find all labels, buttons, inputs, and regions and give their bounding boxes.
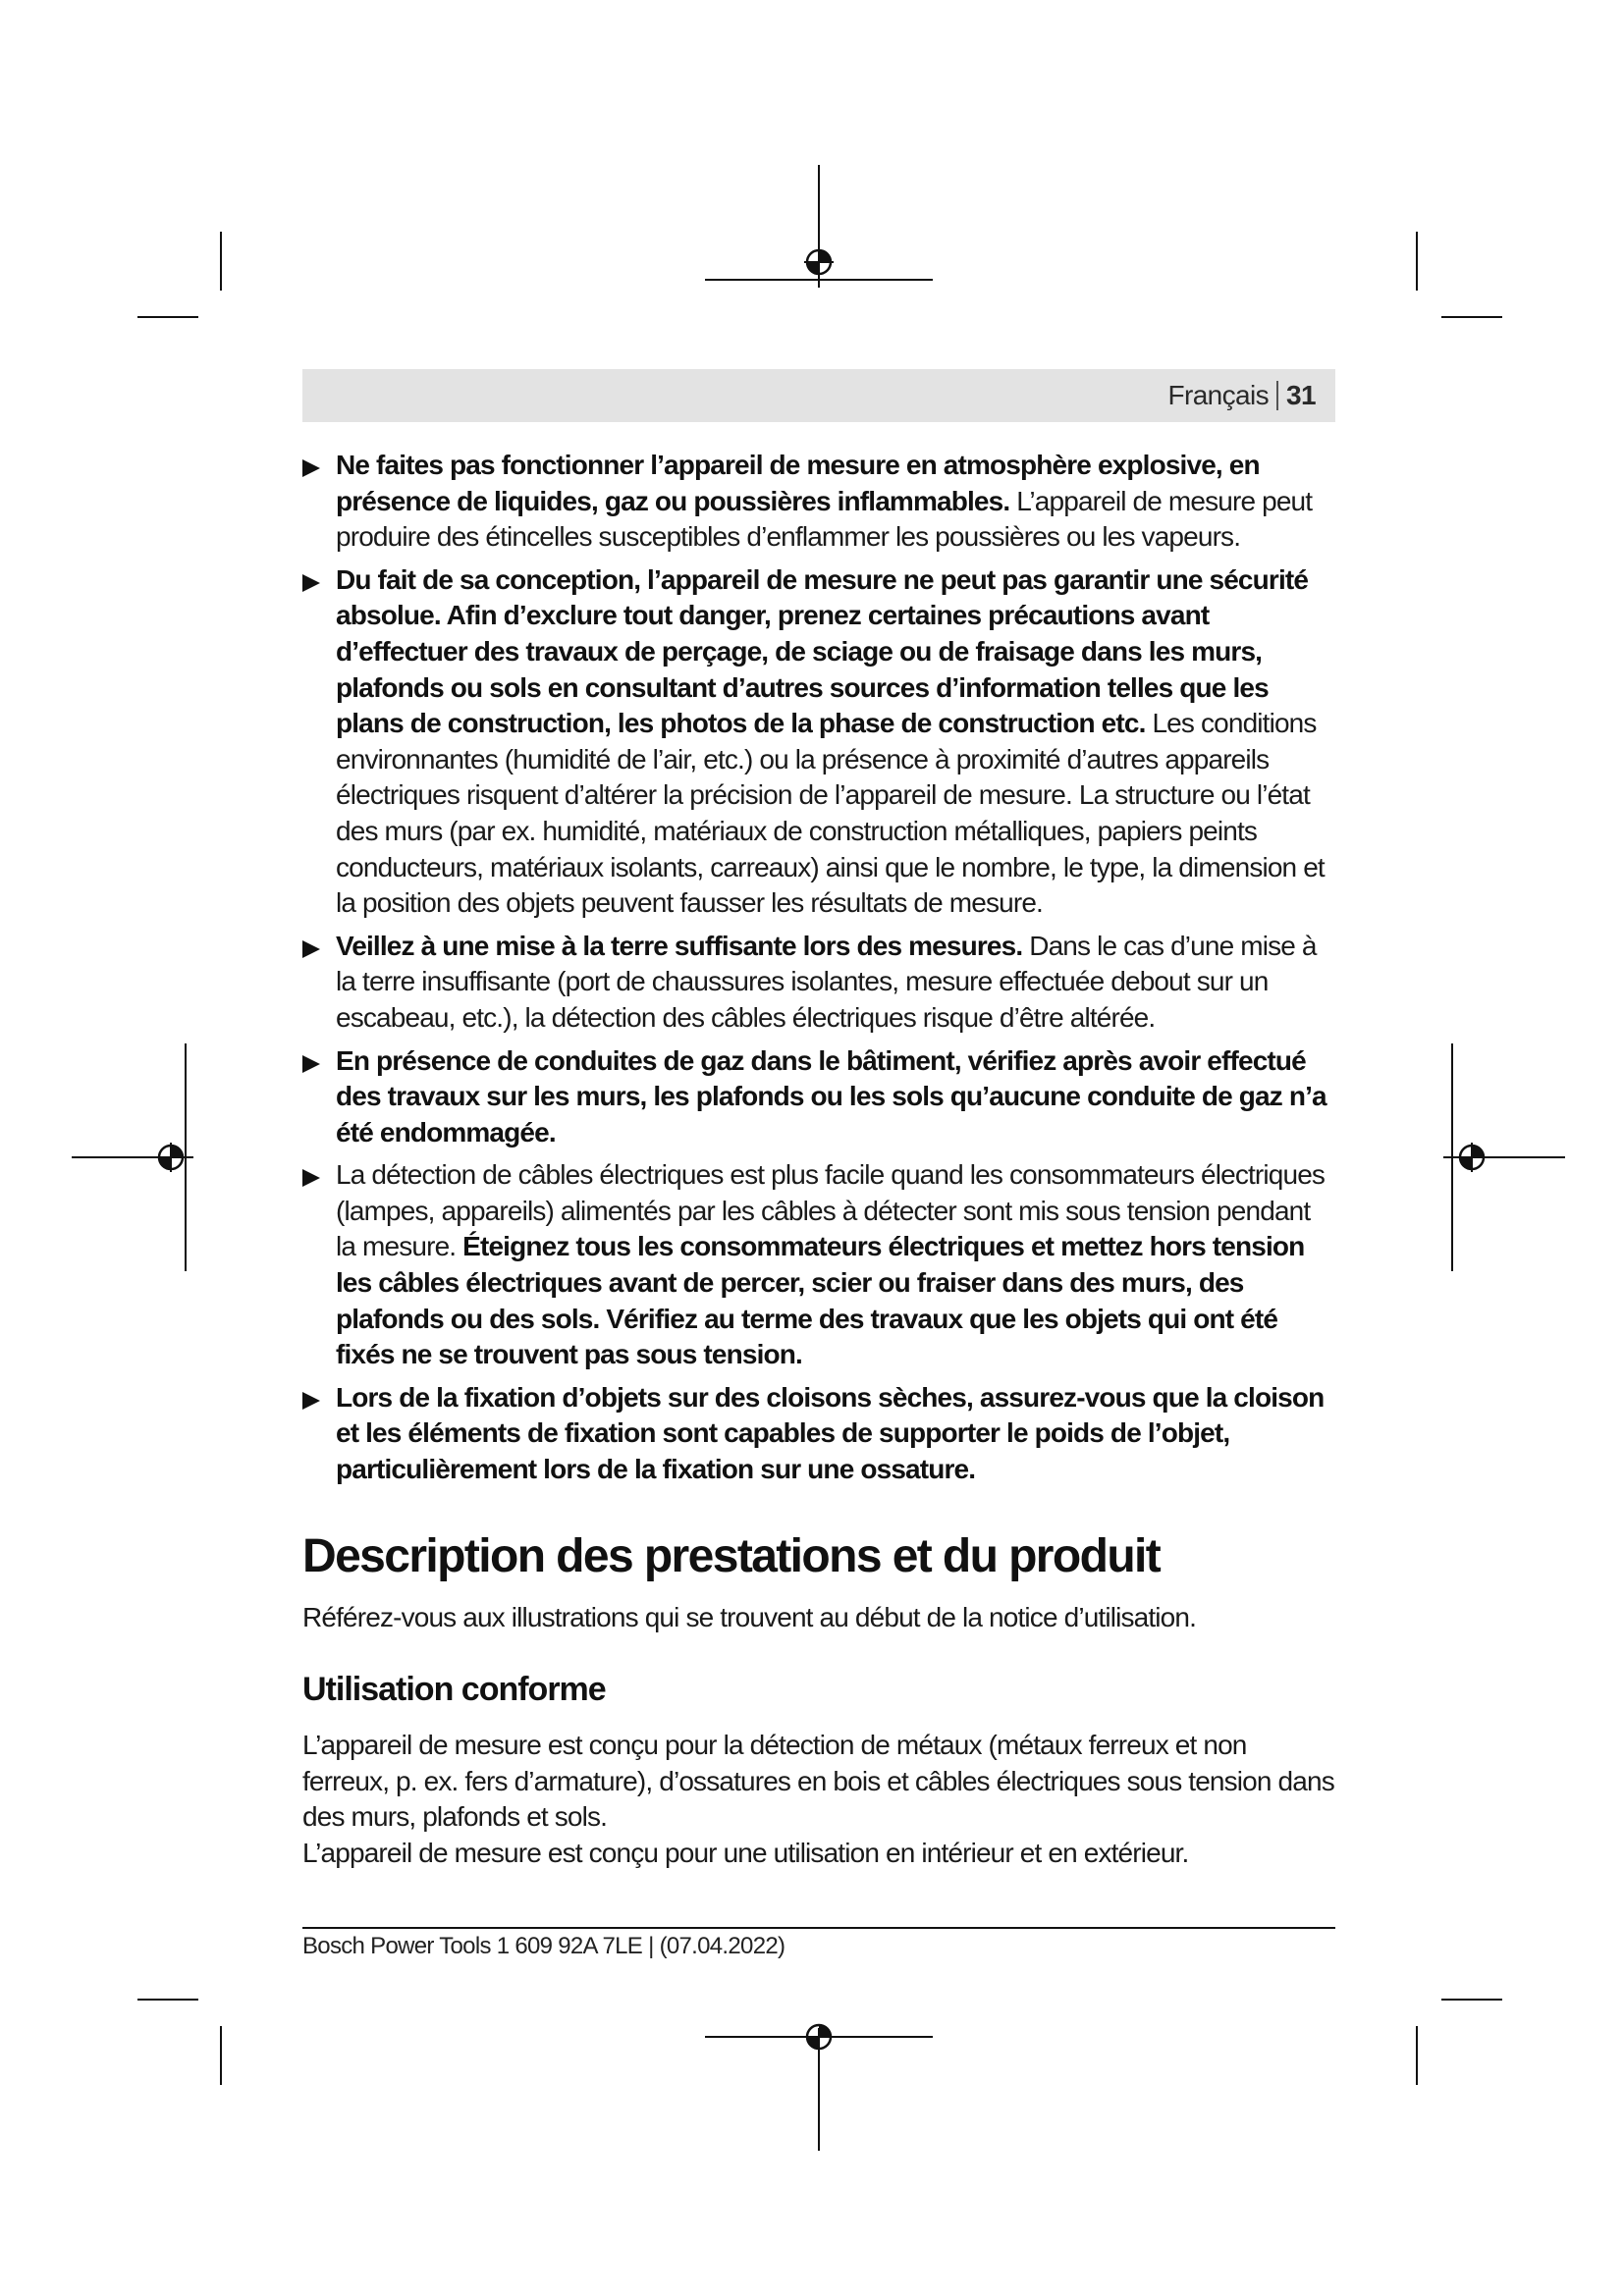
safety-bullet	[302, 448, 1335, 556]
bullet-bold-text: Veillez à une mise à la terre suffisante lors des mesures.	[336, 930, 1023, 961]
safety-bullet	[302, 929, 1335, 1037]
safety-bullet	[302, 1043, 1335, 1151]
registration-mark-icon	[804, 247, 834, 277]
safety-bullet	[302, 562, 1335, 922]
header-text	[1167, 378, 1316, 413]
bullet-bold-text: Ne faites pas fonctionner l’appareil de mesure en atmosphère explosive, en présence de liquides, gaz ou poussières inflammables.	[336, 450, 1260, 516]
bullet-triangle-icon	[302, 940, 320, 958]
bullet-bold-text: Lors de la fixation d’objets sur des cloisons sèches, assurez-vous que la cloison et les éléments de fixation sont capables de supporter le poids de l’objet, particulièrement lors de la fixation sur une ossature.	[336, 1381, 1325, 1485]
footer-rule	[302, 1927, 1335, 1929]
registration-mark-icon	[804, 2022, 834, 2052]
bullet-triangle-icon	[302, 459, 320, 477]
page-header	[302, 369, 1335, 422]
bullet-text: Dans le cas d’une mise à la terre insuffisante (port de chaussures isolantes, mesure effectuée debout sur un escabeau, etc.), la détection des câbles électriques risque d’être altérée.	[336, 930, 1317, 1033]
section-title: Description des prestations et du produit	[302, 1529, 1161, 1582]
bullet-triangle-icon	[302, 1169, 320, 1187]
body-paragraph: L’appareil de mesure est conçu pour une utilisation en intérieur et en extérieur.	[302, 1838, 1189, 1868]
header-section: Français	[1167, 380, 1270, 410]
bullet-text: L’appareil de mesure peut produire des étincelles susceptibles d’enflammer les poussières ou les vapeurs.	[336, 485, 1313, 553]
bullet-text: Les conditions environnantes (humidité de l’air, etc.) ou la présence à proximité d’autres appareils électriques risquent d’altérer la précision de l’appareil de mesure. La structure ou l’état des murs (par ex. humidité, matériaux de construction métalliques, papiers peints conducteurs, matériaux isolants, carreaux) ainsi que le nombre, le type, la dimension et la position des objets peuvent fausser les résultats de mesure.	[336, 708, 1325, 919]
section-intro: Référez-vous aux illustrations qui se trouvent au début de la notice d’utilisation.	[302, 1601, 1197, 1632]
subsection-title: Utilisation conforme	[302, 1671, 606, 1709]
footer-text: Bosch Power Tools 1 609 92A 7LE | (07.04.2022)	[302, 1933, 785, 1959]
page-number: 31	[1286, 380, 1316, 410]
bullet-triangle-icon	[302, 574, 320, 592]
bullet-bold-text: Éteignez tous les consommateurs électriques et mettez hors tension les câbles électriques avant de percer, scier ou fraiser dans des murs, des plafonds ou des sols. Vérifiez au terme des travaux que les objets qui ont été fixés ne se trouvent pas sous tension.	[336, 1231, 1305, 1370]
registration-mark-icon	[156, 1143, 186, 1172]
bullet-triangle-icon	[302, 1055, 320, 1073]
bullet-bold-text: Du fait de sa conception, l’appareil de mesure ne peut pas garantir une sécurité absolue. Afin d’exclure tout danger, prenez certaines précautions avant d’effectuer des travaux de perçage, de sciage ou de fraisage dans les murs, plafonds ou sols en consultant d’autres sources d’information telles que les plans de construction, les photos de la phase de construction etc.	[336, 563, 1309, 739]
registration-mark-icon	[1457, 1143, 1487, 1172]
header-divider	[1276, 381, 1278, 410]
page-content	[302, 448, 1335, 1872]
body-paragraph: L’appareil de mesure est conçu pour la détection de métaux (métaux ferreux et non ferreux, p. ex. fers d’armature), d’ossatures en bois et câbles électriques sous tension dans des murs, plafonds et sols.	[302, 1730, 1334, 1833]
bullet-bold-text: En présence de conduites de gaz dans le bâtiment, vérifiez après avoir effectué des travaux sur les murs, les plafonds ou les sols qu’aucune conduite de gaz n’a été endommagée.	[336, 1044, 1326, 1148]
bullet-triangle-icon	[302, 1392, 320, 1410]
safety-bullet	[302, 1157, 1335, 1373]
bullet-pre-text: La détection de câbles électriques est plus facile quand les consommateurs électriques (lampes, appareils) alimentés par les câbles à détecter sont mis sous tension pendant la mesure.	[336, 1159, 1326, 1262]
safety-bullet	[302, 1380, 1335, 1488]
